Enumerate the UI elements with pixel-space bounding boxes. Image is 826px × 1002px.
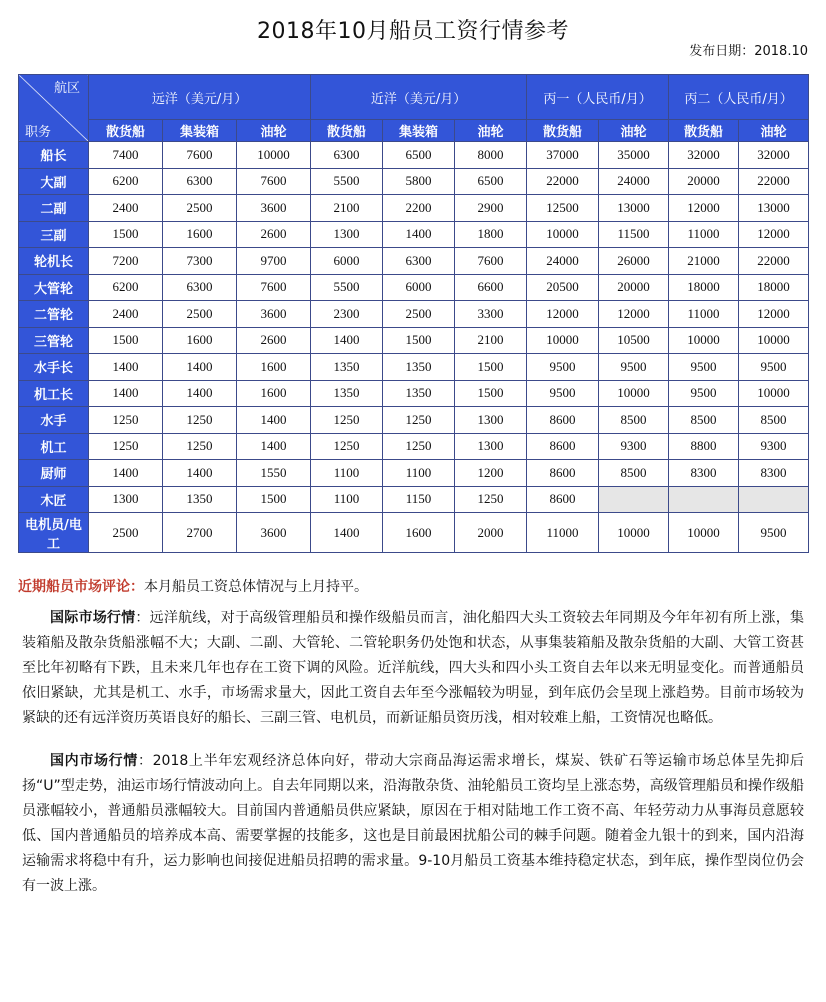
salary-cell: 12000	[599, 301, 669, 328]
table-row	[19, 221, 809, 248]
salary-cell: 1350	[383, 380, 455, 407]
salary-cell: 8000	[455, 142, 527, 169]
salary-cell: 6300	[163, 168, 237, 195]
role-cell: 大管轮	[19, 274, 89, 301]
column-header: 油轮	[739, 120, 809, 142]
publish-date: 发布日期：2018.10	[689, 44, 808, 59]
salary-cell: 1400	[163, 380, 237, 407]
salary-cell: 1200	[455, 460, 527, 487]
salary-cell: 8800	[669, 433, 739, 460]
salary-cell: 8500	[599, 407, 669, 434]
salary-cell: 1250	[311, 407, 383, 434]
salary-cell: 2200	[383, 195, 455, 222]
salary-cell: 11000	[527, 513, 599, 553]
salary-cell: 10000	[599, 380, 669, 407]
salary-cell: 7200	[89, 248, 163, 275]
salary-cell: 3300	[455, 301, 527, 328]
salary-cell: 12500	[527, 195, 599, 222]
corner-label-region: 航区	[53, 81, 80, 96]
commentary-heading-text: 本月船员工资总体情况与上月持平。	[144, 579, 368, 595]
salary-cell: 1600	[163, 327, 237, 354]
salary-cell	[739, 486, 809, 513]
salary-cell: 7400	[89, 142, 163, 169]
salary-cell: 1250	[89, 407, 163, 434]
salary-cell: 1400	[89, 460, 163, 487]
salary-cell: 1400	[237, 407, 311, 434]
salary-cell: 7600	[163, 142, 237, 169]
salary-cell: 6200	[89, 168, 163, 195]
salary-cell: 10000	[669, 327, 739, 354]
salary-cell: 5500	[311, 168, 383, 195]
salary-cell: 1250	[163, 433, 237, 460]
salary-cell: 2900	[455, 195, 527, 222]
table-row	[19, 407, 809, 434]
salary-cell: 20000	[599, 274, 669, 301]
salary-cell: 9300	[599, 433, 669, 460]
domestic-market-paragraph	[18, 749, 808, 899]
salary-cell: 2500	[163, 195, 237, 222]
salary-cell: 20500	[527, 274, 599, 301]
salary-cell: 12000	[527, 301, 599, 328]
column-header: 油轮	[237, 120, 311, 142]
salary-cell: 32000	[739, 142, 809, 169]
salary-cell: 6200	[89, 274, 163, 301]
salary-cell: 1500	[89, 221, 163, 248]
table-row	[19, 433, 809, 460]
salary-cell: 12000	[739, 221, 809, 248]
salary-cell: 10000	[237, 142, 311, 169]
column-header: 散货船	[527, 120, 599, 142]
column-header: 散货船	[669, 120, 739, 142]
salary-cell: 26000	[599, 248, 669, 275]
table-row	[19, 274, 809, 301]
salary-cell: 37000	[527, 142, 599, 169]
salary-cell: 6600	[455, 274, 527, 301]
role-cell: 二副	[19, 195, 89, 222]
salary-cell: 9700	[237, 248, 311, 275]
domestic-market-text: ：2018上半年宏观经济总体向好，带动大宗商品海运需求增长，煤炭、铁矿石等运输市场总体呈先抑后扬“U”型走势，油运市场行情波动向上。自去年同期以来，沿海散杂货、油轮船员工资均呈上涨态势，高级管理船员和操作级船员涨幅较小，普通船员涨幅较大。目前国内普通船员供应紧缺，原因在于相对陆地工作工资不高、年轻劳动力从事海员意愿较低、国内普通船员的培养成本高、需要掌握的技能多，这也是目前最困扰船公司的棘手问题。随着金九银十的到来，国内沿海运输需求将稳中有升，运力影响也间接促进船员招聘的需求量。9-10月船员工资基本维持稳定状态，到年底，操作型岗位仍会有一波上涨。	[22, 753, 804, 894]
salary-cell: 11000	[669, 221, 739, 248]
salary-cell: 22000	[527, 168, 599, 195]
salary-cell: 2500	[89, 513, 163, 553]
role-cell: 船长	[19, 142, 89, 169]
column-header: 油轮	[599, 120, 669, 142]
role-cell: 木匠	[19, 486, 89, 513]
salary-cell: 6500	[383, 142, 455, 169]
salary-cell: 8600	[527, 486, 599, 513]
corner-label-role: 职务	[25, 125, 52, 140]
table-row	[19, 513, 809, 553]
salary-cell: 2100	[455, 327, 527, 354]
table-row	[19, 486, 809, 513]
salary-cell: 2100	[311, 195, 383, 222]
salary-cell: 1600	[237, 380, 311, 407]
salary-cell: 24000	[527, 248, 599, 275]
salary-cell: 1400	[89, 354, 163, 381]
table-row	[19, 248, 809, 275]
salary-cell: 6500	[455, 168, 527, 195]
salary-cell: 1100	[383, 460, 455, 487]
salary-cell: 2600	[237, 221, 311, 248]
salary-cell: 22000	[739, 248, 809, 275]
salary-cell: 2500	[163, 301, 237, 328]
market-commentary	[18, 574, 808, 899]
salary-cell: 8600	[527, 407, 599, 434]
salary-cell: 1400	[163, 354, 237, 381]
salary-cell: 5500	[311, 274, 383, 301]
salary-cell: 10500	[599, 327, 669, 354]
table-row	[19, 168, 809, 195]
salary-cell: 10000	[527, 327, 599, 354]
salary-cell: 9500	[739, 513, 809, 553]
salary-cell: 1550	[237, 460, 311, 487]
salary-cell: 7600	[237, 168, 311, 195]
salary-cell: 9500	[599, 354, 669, 381]
salary-table-wrapper	[18, 74, 808, 553]
salary-cell: 2300	[311, 301, 383, 328]
salary-cell: 1400	[311, 327, 383, 354]
international-market-label: 国际市场行情	[50, 610, 136, 626]
salary-cell: 1400	[311, 513, 383, 553]
salary-cell: 1350	[383, 354, 455, 381]
role-cell: 水手	[19, 407, 89, 434]
salary-cell: 8500	[669, 407, 739, 434]
role-cell: 机工	[19, 433, 89, 460]
salary-cell: 1300	[455, 433, 527, 460]
salary-cell: 10000	[599, 513, 669, 553]
salary-cell: 9500	[669, 380, 739, 407]
page-title: 2018年10月船员工资行情参考	[257, 19, 569, 44]
salary-cell: 9300	[739, 433, 809, 460]
salary-cell: 2000	[455, 513, 527, 553]
salary-cell: 11000	[669, 301, 739, 328]
role-cell: 电机员/电工	[19, 513, 89, 553]
role-cell: 厨师	[19, 460, 89, 487]
salary-cell: 6300	[383, 248, 455, 275]
table-row	[19, 460, 809, 487]
salary-cell: 3600	[237, 195, 311, 222]
salary-cell: 1500	[89, 327, 163, 354]
salary-cell: 1350	[311, 354, 383, 381]
salary-cell: 3600	[237, 301, 311, 328]
salary-cell: 10000	[739, 380, 809, 407]
salary-cell: 2700	[163, 513, 237, 553]
salary-cell: 1250	[163, 407, 237, 434]
salary-cell: 1150	[383, 486, 455, 513]
salary-cell: 24000	[599, 168, 669, 195]
salary-cell: 2400	[89, 301, 163, 328]
salary-cell: 7600	[455, 248, 527, 275]
salary-cell: 1500	[383, 327, 455, 354]
column-header: 集装箱	[383, 120, 455, 142]
table-row	[19, 380, 809, 407]
salary-cell: 3600	[237, 513, 311, 553]
group-header-class-c2: 丙二（人民币/月）	[669, 75, 809, 120]
salary-cell: 10000	[527, 221, 599, 248]
salary-cell: 1100	[311, 460, 383, 487]
salary-cell: 1300	[455, 407, 527, 434]
international-market-text: ：远洋航线，对于高级管理船员和操作级船员而言，油化船四大头工资较去年同期及今年年初有所上涨，集装箱船及散杂货船涨幅不大；大副、二副、大管轮、二管轮职务仍处饱和状态，从事集装箱船及散杂货船的大副、大管工资甚至比年初略有下跌，且未来几年也存在工资下调的风险。近洋航线，四大头和四小头工资自去年以来无明显变化。而普通船员依旧紧缺，尤其是机工、水手，市场需求量大，因此工资自去年至今涨幅较为明显，到年底仍会呈现上涨趋势。目前市场较为紧缺的还有远洋资历英语良好的船长、三副三管、电机员，而新证船员资历浅，相对较难上船，工资情况也略低。	[22, 610, 805, 726]
salary-cell: 2600	[237, 327, 311, 354]
salary-cell: 8300	[669, 460, 739, 487]
column-header: 散货船	[89, 120, 163, 142]
role-cell: 大副	[19, 168, 89, 195]
international-market-paragraph	[18, 606, 808, 731]
salary-cell: 1250	[383, 433, 455, 460]
salary-cell: 2500	[383, 301, 455, 328]
salary-cell: 7300	[163, 248, 237, 275]
salary-cell: 1400	[237, 433, 311, 460]
salary-cell: 11500	[599, 221, 669, 248]
group-header-ocean: 远洋（美元/月）	[89, 75, 311, 120]
table-row	[19, 142, 809, 169]
salary-cell: 2400	[89, 195, 163, 222]
salary-cell: 9500	[527, 380, 599, 407]
salary-cell: 1400	[89, 380, 163, 407]
salary-cell: 6000	[383, 274, 455, 301]
salary-cell: 18000	[739, 274, 809, 301]
salary-cell	[669, 486, 739, 513]
group-header-class-c1: 丙一（人民币/月）	[527, 75, 669, 120]
salary-cell: 1350	[311, 380, 383, 407]
role-cell: 三副	[19, 221, 89, 248]
salary-cell: 35000	[599, 142, 669, 169]
table-row	[19, 195, 809, 222]
salary-cell: 8500	[599, 460, 669, 487]
salary-cell: 1600	[237, 354, 311, 381]
salary-cell: 1250	[455, 486, 527, 513]
column-header: 油轮	[455, 120, 527, 142]
salary-cell: 1250	[383, 407, 455, 434]
table-row	[19, 327, 809, 354]
salary-cell: 13000	[599, 195, 669, 222]
salary-cell: 8600	[527, 460, 599, 487]
salary-cell: 5800	[383, 168, 455, 195]
salary-cell: 6300	[311, 142, 383, 169]
salary-cell: 1500	[455, 380, 527, 407]
salary-cell: 1600	[383, 513, 455, 553]
role-cell: 轮机长	[19, 248, 89, 275]
salary-cell: 32000	[669, 142, 739, 169]
table-row	[19, 301, 809, 328]
salary-cell: 9500	[527, 354, 599, 381]
role-cell: 机工长	[19, 380, 89, 407]
group-header-nearsea: 近洋（美元/月）	[311, 75, 527, 120]
role-cell: 水手长	[19, 354, 89, 381]
salary-cell: 1250	[89, 433, 163, 460]
salary-cell: 6000	[311, 248, 383, 275]
salary-cell: 1100	[311, 486, 383, 513]
commentary-heading	[18, 574, 808, 600]
commentary-heading-label: 近期船员市场评论：	[18, 579, 144, 595]
salary-cell: 1500	[237, 486, 311, 513]
salary-cell: 9500	[669, 354, 739, 381]
salary-cell: 8500	[739, 407, 809, 434]
table-corner-header	[19, 75, 89, 142]
salary-cell: 1300	[89, 486, 163, 513]
salary-cell: 21000	[669, 248, 739, 275]
domestic-market-label: 国内市场行情	[50, 753, 138, 769]
salary-cell: 1600	[163, 221, 237, 248]
salary-cell: 1400	[163, 460, 237, 487]
salary-cell: 10000	[739, 327, 809, 354]
salary-cell: 20000	[669, 168, 739, 195]
salary-cell: 8300	[739, 460, 809, 487]
salary-cell: 1300	[311, 221, 383, 248]
salary-cell: 6300	[163, 274, 237, 301]
salary-table	[18, 74, 809, 553]
salary-cell: 12000	[739, 301, 809, 328]
salary-cell: 1350	[163, 486, 237, 513]
salary-cell: 10000	[669, 513, 739, 553]
salary-cell: 1400	[383, 221, 455, 248]
salary-cell	[599, 486, 669, 513]
salary-cell: 22000	[739, 168, 809, 195]
salary-cell: 1500	[455, 354, 527, 381]
role-cell: 三管轮	[19, 327, 89, 354]
salary-cell: 12000	[669, 195, 739, 222]
salary-cell: 18000	[669, 274, 739, 301]
role-cell: 二管轮	[19, 301, 89, 328]
column-header: 散货船	[311, 120, 383, 142]
salary-cell: 1800	[455, 221, 527, 248]
salary-cell: 8600	[527, 433, 599, 460]
column-header: 集装箱	[163, 120, 237, 142]
salary-cell: 9500	[739, 354, 809, 381]
table-row	[19, 354, 809, 381]
salary-cell: 1250	[311, 433, 383, 460]
salary-cell: 7600	[237, 274, 311, 301]
salary-cell: 13000	[739, 195, 809, 222]
